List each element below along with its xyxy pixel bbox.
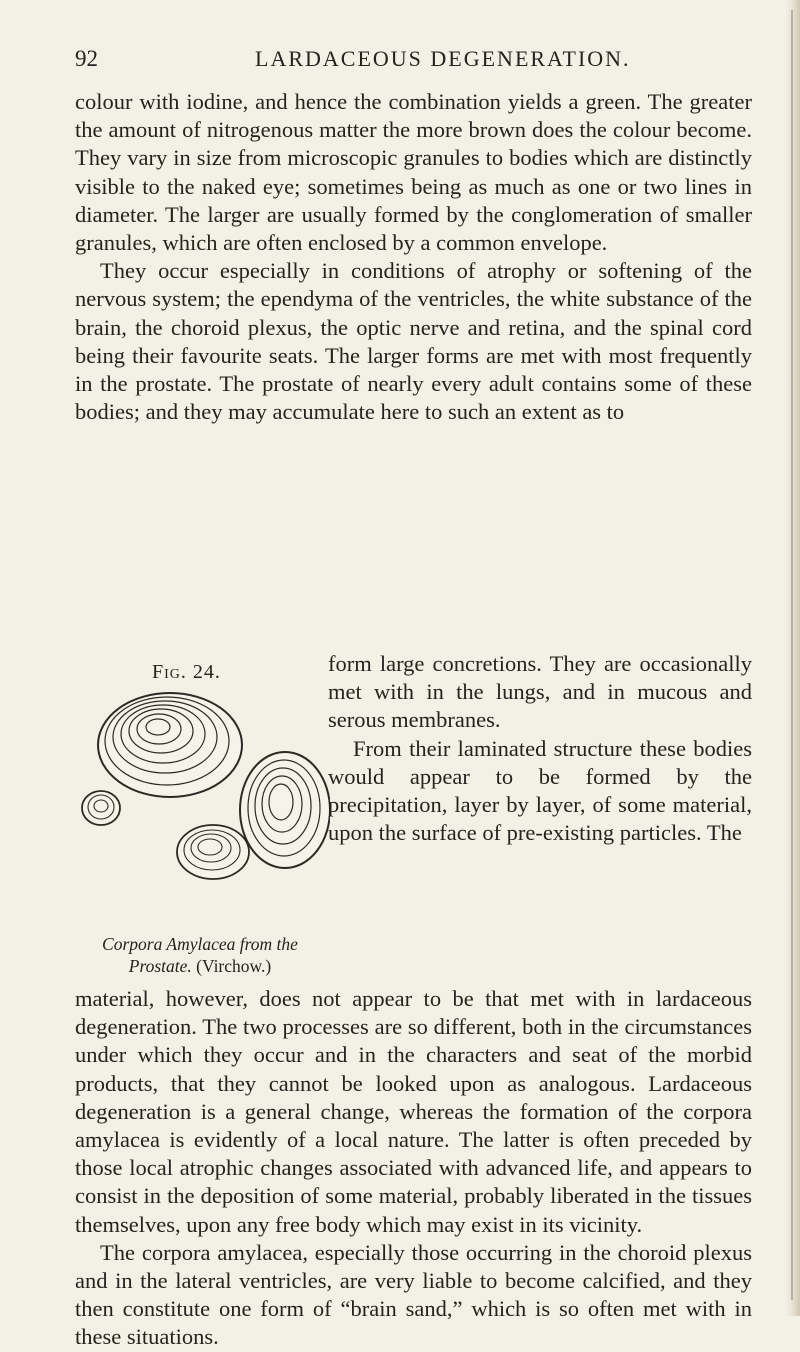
- paragraph-3-bottom: material, however, does not appear to be that met with in lardaceous degeneration. The two processes are so different, both in the circumstances under which they occur and in the characters and seat of the morbid products, that they cannot be looked upon as analogous. Lardaceous degeneration is a general change, whereas the formation of the corpora amylacea is evidently of a local nature. The latter is often preceded by those local atrophic changes associated with advanced life, and appears to consist in the deposition of some material, probably liberated in the tissues themselves, upon any free body which may exist in its vicinity.: [75, 986, 752, 1237]
- figure-caption-title: Corpora Amylacea from the Prostate.: [102, 934, 298, 976]
- page-number: 92: [75, 46, 98, 71]
- figure-caption-source: (Virchow.): [196, 956, 272, 976]
- page-edge-line: [791, 10, 793, 1300]
- paragraph-4: The corpora amylacea, especially those occurring in the choroid plexus and in the lateral ventricles, are very liable to become calcified, and they then constitute one form of “brain sand,” which is so often met with in these situations.: [75, 1239, 752, 1350]
- body-block-bottom: [75, 985, 752, 1352]
- figure-corpora-amylacea: [75, 690, 330, 930]
- corpus-large: [98, 693, 242, 797]
- page-edge: [786, 0, 800, 1316]
- wrapped-text-block: [328, 650, 752, 847]
- paragraph-3-wrap: From their laminated structure these bodies would appear to be formed by the precipitation, layer by layer, of some material, upon the surface of pre-existing particles. The: [328, 735, 752, 846]
- corpus-right: [240, 752, 330, 868]
- paragraph-2-wrap: form large concretions. They are occasionally met with in the lungs, and in mucous and serous membranes.: [328, 651, 752, 733]
- figure-caption: [75, 933, 325, 977]
- figure-label: Fig. 24.: [152, 661, 221, 683]
- body-block-top: [75, 88, 752, 426]
- running-title: LARDACEOUS DEGENERATION.: [255, 46, 631, 71]
- corpus-small-left: [82, 791, 120, 825]
- paragraph-1: colour with iodine, and hence the combination yields a green. The greater the amount of nitrogenous matter the more brown does the colour become. They vary in size from microscopic granules to bodies which are distinctly visible to the naked eye; sometimes being as much as one or two lines in diameter. The larger are usually formed by the conglomeration of smaller granules, which are often enclosed by a common envelope.: [75, 89, 752, 256]
- corpus-middle: [177, 825, 249, 879]
- paragraph-2-top: They occur especially in conditions of atrophy or softening of the nervous system; the ependyma of the ventricles, the white substance of the brain, the choroid plexus, the optic nerve and retina, and the spinal cord being their favourite seats. The larger forms are met with most frequently in the prostate. The prostate of nearly every adult contains some of these bodies; and they may accumulate here to such an extent as to: [75, 258, 752, 425]
